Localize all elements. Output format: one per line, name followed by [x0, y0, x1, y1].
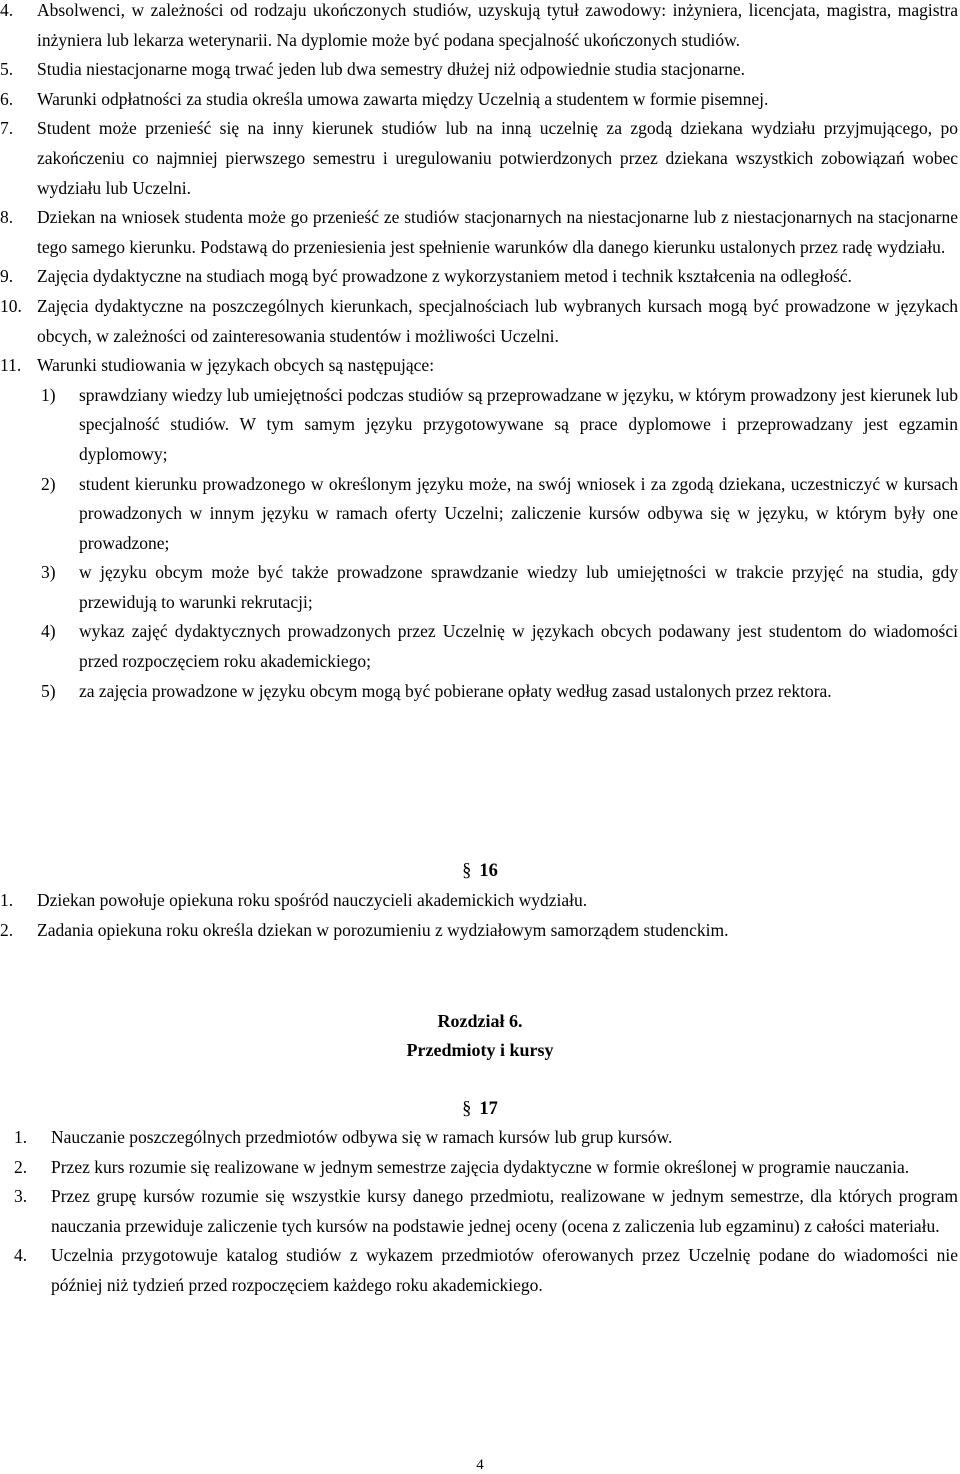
subitem-text: za zajęcia prowadzone w języku obcym mogą być pobierane opłaty według zasad ustalonych przez rektora. [79, 680, 832, 701]
sublist-item [41, 558, 958, 617]
item-number: 10. [0, 295, 22, 316]
section-17-heading [0, 1094, 960, 1124]
item-text: Warunki studiowania w językach obcych są następujące: [37, 355, 435, 376]
list-item [0, 114, 958, 203]
item-number: 1. [0, 890, 14, 910]
list-item [14, 1153, 958, 1183]
item-text: Dziekan na wniosek studenta może go przenieść ze studiów stacjonarnych na niestacjonarne lub z niestacjonarnych na stacjonarne tego samego kierunku. Podstawą do przeniesienia jest spełnienie warunków dla danego kierunku ustalonych przez radę wydziału. [37, 207, 958, 257]
item-text: Przez kurs rozumie się realizowane w jednym semestrze zajęcia dydaktyczne w formie określonej w programie nauczania. [51, 1156, 910, 1177]
list-item [0, 85, 958, 115]
item-number: 4. [14, 1245, 28, 1266]
sublist-item [41, 617, 958, 676]
item-text: Dziekan powołuje opiekuna roku spośród nauczycieli akademickich wydziału. [37, 890, 588, 910]
item-text: Zajęcia dydaktyczne na poszczególnych kierunkach, specjalnościach lub wybranych kursach mogą być prowadzone w językach obcych, w zależności od zainteresowania studentów i możliwości Uczelni. [37, 295, 958, 346]
chapter-subtitle: Przedmioty i kursy [406, 1040, 554, 1060]
section-17-list [14, 1123, 958, 1301]
subitem-number: 2) [41, 473, 56, 494]
sublist-item [41, 470, 958, 559]
sublist-item [41, 677, 958, 707]
item-number: 1. [14, 1127, 28, 1147]
section-16-heading [0, 856, 960, 886]
subitem-text: w języku obcym może być także prowadzone sprawdzanie wiedzy lub umiejętności w trakcie przyjęć na studia, gdy przewidują to warunki rekrutacji; [79, 562, 958, 612]
conditions-sublist [0, 381, 958, 707]
item-number: 2. [0, 919, 14, 940]
list-item [0, 55, 958, 85]
list-item [0, 0, 958, 55]
item-text: Zajęcia dydaktyczne na studiach mogą być prowadzone z wykorzystaniem metod i technik kształcenia na odległość. [37, 266, 852, 287]
subitem-number: 4) [41, 621, 56, 642]
item-number: 6. [0, 88, 14, 109]
section-number: 16 [479, 861, 498, 881]
list-item [0, 351, 958, 381]
item-number: 8. [0, 207, 14, 228]
sublist-item [41, 381, 958, 470]
item-text: Nauczanie poszczególnych przedmiotów odbywa się w ramach kursów lub grup kursów. [51, 1127, 673, 1147]
item-text: Przez grupę kursów rozumie się wszystkie kursy danego przedmiotu, realizowane w jednym semestrze, dla których program nauczania przewiduje zaliczenie tych kursów na podstawie jednej oceny (ocena z zaliczenia lub egzaminu) z całości materiału. [51, 1186, 958, 1236]
list-item [0, 886, 958, 916]
subitem-text: wykaz zajęć dydaktycznych prowadzonych przez Uczelnię w językach obcych podawany jest studentom do wiadomości przed rozpoczęciem roku akademickiego; [79, 621, 958, 672]
item-number: 11. [0, 355, 22, 376]
list-item [14, 1182, 958, 1241]
section-16-list [0, 886, 958, 945]
item-number: 7. [0, 118, 14, 139]
subitem-text: student kierunku prowadzonego w określonym języku może, na swój wniosek i za zgodą dziekana, uczestniczyć w kursach prowadzonych w innym języku w ramach oferty Uczelni; zaliczenie kursów odbywa się w języku, w którym były one prowadzone; [79, 473, 958, 553]
item-number: 5. [0, 59, 14, 80]
subitem-text: sprawdziany wiedzy lub umiejętności podczas studiów są przeprowadzane w języku, w którym prowadzony jest kierunek lub specjalność studiów. W tym samym języku przygotowywane są prace dyplomowe i przeprowadzany jest egzamin dyplomowy; [79, 384, 958, 464]
list-item [0, 203, 958, 262]
item-text: Zadania opiekuna roku określa dziekan w porozumieniu z wydziałowym samorządem studenckim. [37, 919, 729, 940]
item-number: 2. [14, 1156, 28, 1177]
item-text: Warunki odpłatności za studia określa umowa zawarta między Uczelnią a studentem w formie pisemnej. [37, 88, 769, 109]
chapter-title: Rozdział 6. [437, 1011, 523, 1031]
list-item [14, 1123, 958, 1153]
subitem-number: 1) [41, 384, 56, 405]
item-text: Student może przenieść się na inny kierunek studiów lub na inną uczelnię za zgodą dziekana wydziału przyjmującego, po zakończeniu co najmniej pierwszego semestru i uregulowaniu potwierdzonych przez dziekana wszystkich zobowiązań wobec wydziału lub Uczelni. [37, 118, 958, 198]
subitem-number: 5) [41, 680, 56, 701]
item-text: Absolwenci, w zależności od rodzaju ukończonych studiów, uzyskują tytuł zawodowy: inżyniera, licencjata, magistra, magistra inżyniera lub lekarza weterynarii. Na dyplomie może być podana specjalność ukończonych studiów. [37, 0, 958, 50]
item-text: Uczelnia przygotowuje katalog studiów z wykazem przedmiotów oferowanych przez Uczelnię podane do wiadomości nie później niż tydzień przed rozpoczęciem każdego roku akademickiego. [51, 1245, 958, 1295]
subitem-number: 3) [41, 562, 56, 583]
section-15-list [0, 0, 958, 706]
item-number: 4. [0, 0, 14, 20]
paragraph-sign: § [462, 861, 472, 881]
list-item [0, 262, 958, 292]
item-number: 3. [14, 1186, 28, 1207]
item-text: Studia niestacjonarne mogą trwać jeden lub dwa semestry dłużej niż odpowiednie studia stacjonarne. [37, 59, 746, 80]
paragraph-sign: § [462, 1099, 472, 1119]
list-item [0, 916, 958, 946]
page-number: 4 [476, 1457, 484, 1473]
list-item [0, 292, 958, 351]
item-number: 9. [0, 266, 14, 287]
section-number: 17 [479, 1099, 498, 1119]
list-item [14, 1241, 958, 1300]
